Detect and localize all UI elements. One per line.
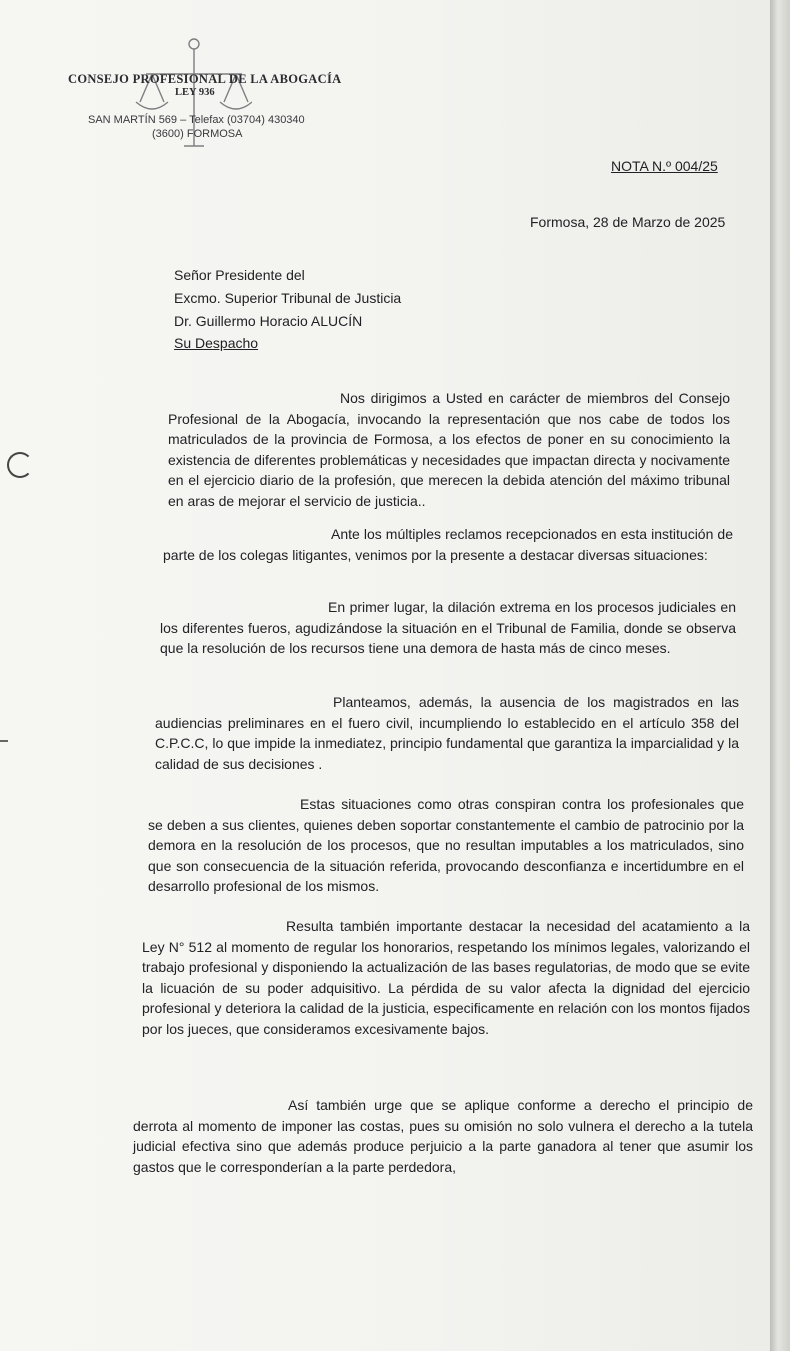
edge-mark [0,740,8,742]
addressee-line-1: Señor Presidente del [174,267,305,283]
paragraph-1: Nos dirigimos a Usted en carácter de miembros del Consejo Profesional de la Abogacía, invocando la representación que nos cabe de todos los matriculados de la provincia de Formosa, a los efectos de poner en su conocimiento la existencia de diferentes problemáticas y necesidades que impactan directa y nocivamente en el ejercicio diario de la profesión, que merecen la debida atención del máximo tribunal en aras de mejorar el servicio de justicia.. [168,390,730,509]
addressee-line-3: Dr. Guillermo Horacio ALUCÍN [174,313,363,329]
addressee-line-2: Excmo. Superior Tribunal de Justicia [174,290,402,306]
paragraph-5: Estas situaciones como otras conspiran contra los profesionales que se deben a sus clientes, quienes deben soportar constantemente el cambio de patrocinio por la demora en la resolución de los procesos, que no resultan imputables a los matriculados, sino que son consecuencia de la situación referida, provocando desconfianza e incertidumbre en el desarrollo profesional de los mismos. [148,796,744,894]
paragraph-4: Planteamos, además, la ausencia de los magistrados en las audiencias preliminares en el fuero civil, incumpliendo lo establecido en el artículo 358 del C.P.C.C, lo que impide la inmediatez, principio fundamental que garantiza la imparcialidad y la calidad de sus decisiones . [155,694,739,772]
addressee-line-4: Su Despacho [174,335,259,351]
paragraph-6: Resulta también importante destacar la necesidad del acatamiento a la Ley N° 512 al momento de regular los honorarios, respetando los mínimos legales, valorizando el trabajo profesional y disponiendo la actualización de las bases regulatorias, de modo que se evite la licuación de su poder adquisitivo. La pérdida de su valor afecta la dignidad del ejercicio profesional y deteriora la calidad de la justicia, especificamente en relación con los montos fijados por los jueces, que consideramos excesivamente bajos. [142,918,750,1037]
paragraph-3: En primer lugar, la dilación extrema en los procesos judiciales en los diferentes fueros, agudizándose la situación en el Tribunal de Familia, donde se observa que la resolución de los recursos tiene una demora de hasta más de cinco meses. [160,599,736,656]
paper-edge-shadow [770,0,790,1351]
letterhead-address: SAN MARTÍN 569 – Telefax (03704) 430340 [88,114,305,126]
letterhead-city: (3600) FORMOSA [152,128,243,140]
note-reference: NOTA N.º 004/25 [611,158,718,174]
letter-date: Formosa, 28 de Marzo de 2025 [530,214,726,230]
letterhead-law: LEY 936 [175,87,215,98]
letterhead-name: CONSEJO PROFESIONAL DE LA ABOGACÍA [68,72,342,86]
hole-punch-mark [7,452,33,478]
paragraph-7: Así también urge que se aplique conforme a derecho el principio de derrota al momento de imponer las costas, pues su omisión no solo vulnera el derecho a la tutela judicial efectiva sino que además produce perjuicio a la parte ganadora al tener que asumir los gastos que le corresponderían a la parte perdedora, [133,1097,753,1175]
paragraph-2: Ante los múltiples reclamos recepcionados en esta institución de parte de los colegas litigantes, venimos por la presente a destacar diversas situaciones: [163,526,733,563]
